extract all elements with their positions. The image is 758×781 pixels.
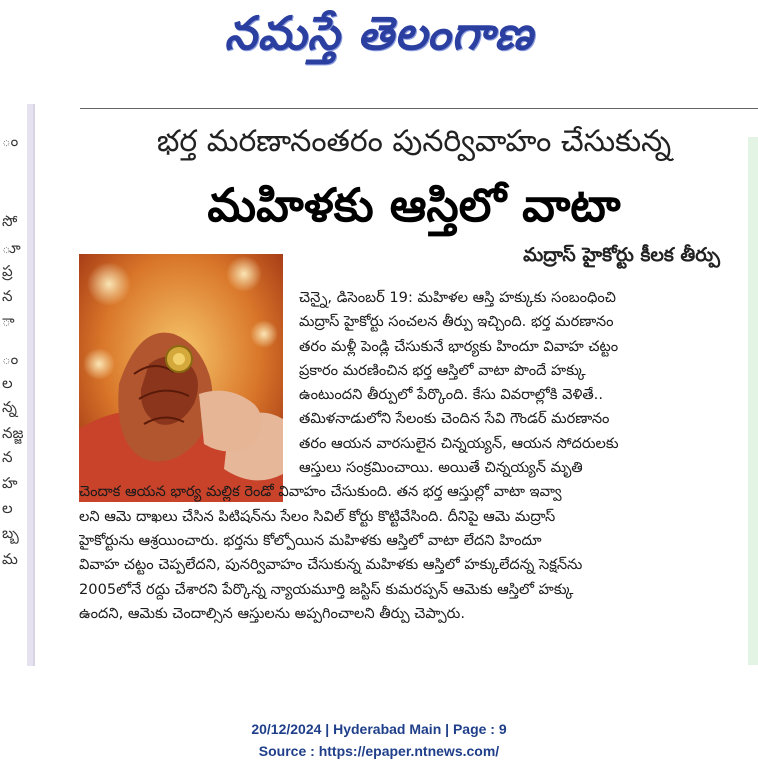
article-line: వివాహ చట్టం చెప్పలేదని, పునర్వివాహం చేసుకున్న మహిళకు ఆస్తిలో హక్కులేదన్న సెక్షన్‌ను (79, 556, 583, 574)
footer (0, 718, 758, 762)
masthead (0, 0, 758, 78)
article-line: మద్రాస్ హైకోర్టు సంచలన తీర్పు ఇచ్చింది. భర్త మరణానం (299, 313, 614, 331)
left-column-text: సో (2, 212, 18, 230)
left-column-text: ం (2, 350, 19, 368)
article-line: తరం ఆయన వారసులైన చిన్నయ్యన్, ఆయన సోదరులకు (299, 434, 619, 452)
article-line: తమిళనాడులోని సేలంకు చెందిన సేవి గౌండర్ మరణానం (299, 410, 610, 428)
left-column-text: బ్బ (2, 524, 19, 542)
left-column-text: ా (2, 312, 15, 330)
left-column-text: నజ్జ (2, 424, 24, 442)
right-column-strip (748, 137, 758, 665)
article-line: ఉంటుందని తీర్పులో పేర్కొంది. కేసు వివరాల్లోకి వెళితే.. (299, 386, 603, 404)
left-column-fragment (0, 104, 35, 666)
article-line: హైకోర్టును ఆశ్రయించారు. భర్తను కోల్పోయిన మహిళకు ఆస్తిలో వాటా లేదని హిందూ (79, 531, 542, 549)
footer-source: Source : https://epaper.ntnews.com/ (258, 743, 500, 759)
article-line: చెందాక ఆయన భార్య మల్లిక రెండో వివాహం చేసుకుంది. తన భర్త ఆస్తుల్లో వాటా ఇవ్వా (79, 483, 562, 501)
left-column-text: ల (2, 499, 13, 517)
article-line: ఆస్తులు సంక్రమించాయి. అయితే చిన్నయ్యన్ మృతి (299, 459, 583, 477)
left-column-strip (27, 104, 33, 666)
article-body (79, 286, 704, 626)
article-line: లని ఆమె దాఖలు చేసిన పిటిషన్‌ను సేలం సివిల్ కోర్టు కొట్టివేసింది. దీనిపై ఆమె మద్రాస్ (79, 507, 556, 525)
left-column-text: ల (2, 374, 13, 392)
left-column-text: న (2, 448, 13, 466)
left-column-text: ూ (2, 239, 21, 257)
article-line: తరం మళ్లీ పెండ్లి చేసుకునే భార్యకు హిందూ వివాహ చట్టం (299, 337, 619, 355)
left-column-text: మ (2, 550, 18, 568)
top-rule (80, 108, 758, 109)
article-line: చెన్నై, డిసెంబర్ 19: మహిళల ఆస్తి హక్కుకు సంబంధించి (299, 289, 616, 306)
masthead-title: నమస్తే తెలంగాణ (224, 6, 534, 60)
left-column-text: న (2, 287, 13, 305)
article-line: ప్రకారం మరణించిన భర్త ఆస్తిలో వాటా పొందే హక్కు (299, 361, 586, 379)
left-column-text: హ (2, 474, 18, 492)
article-kicker: భర్త మరణానంతరం పునర్వివాహం చేసుకున్న (156, 124, 672, 159)
article-line: 2005లోనే రద్దు చేశారని పేర్కొన్న న్యాయమూర్తి జస్టిస్ కుమరప్పన్ ఆమెకు ఆస్తిలో హక్కు (79, 580, 574, 598)
article-subhead: మద్రాస్ హైకోర్టు కీలక తీర్పు (523, 244, 720, 266)
left-column-text: న్న (2, 398, 17, 416)
left-column-text: ప్ర (2, 262, 13, 280)
footer-date-edition: 20/12/2024 | Hyderabad Main | Page : 9 (251, 721, 507, 737)
left-column-text: ం (2, 132, 19, 150)
article-headline: మహిళకు ఆస్తిలో వాటా (207, 178, 621, 232)
article-line: ఉందని, ఆమెకు చెందాల్సిన ఆస్తులను అప్పగించాలని తీర్పు చెప్పారు. (79, 604, 465, 622)
